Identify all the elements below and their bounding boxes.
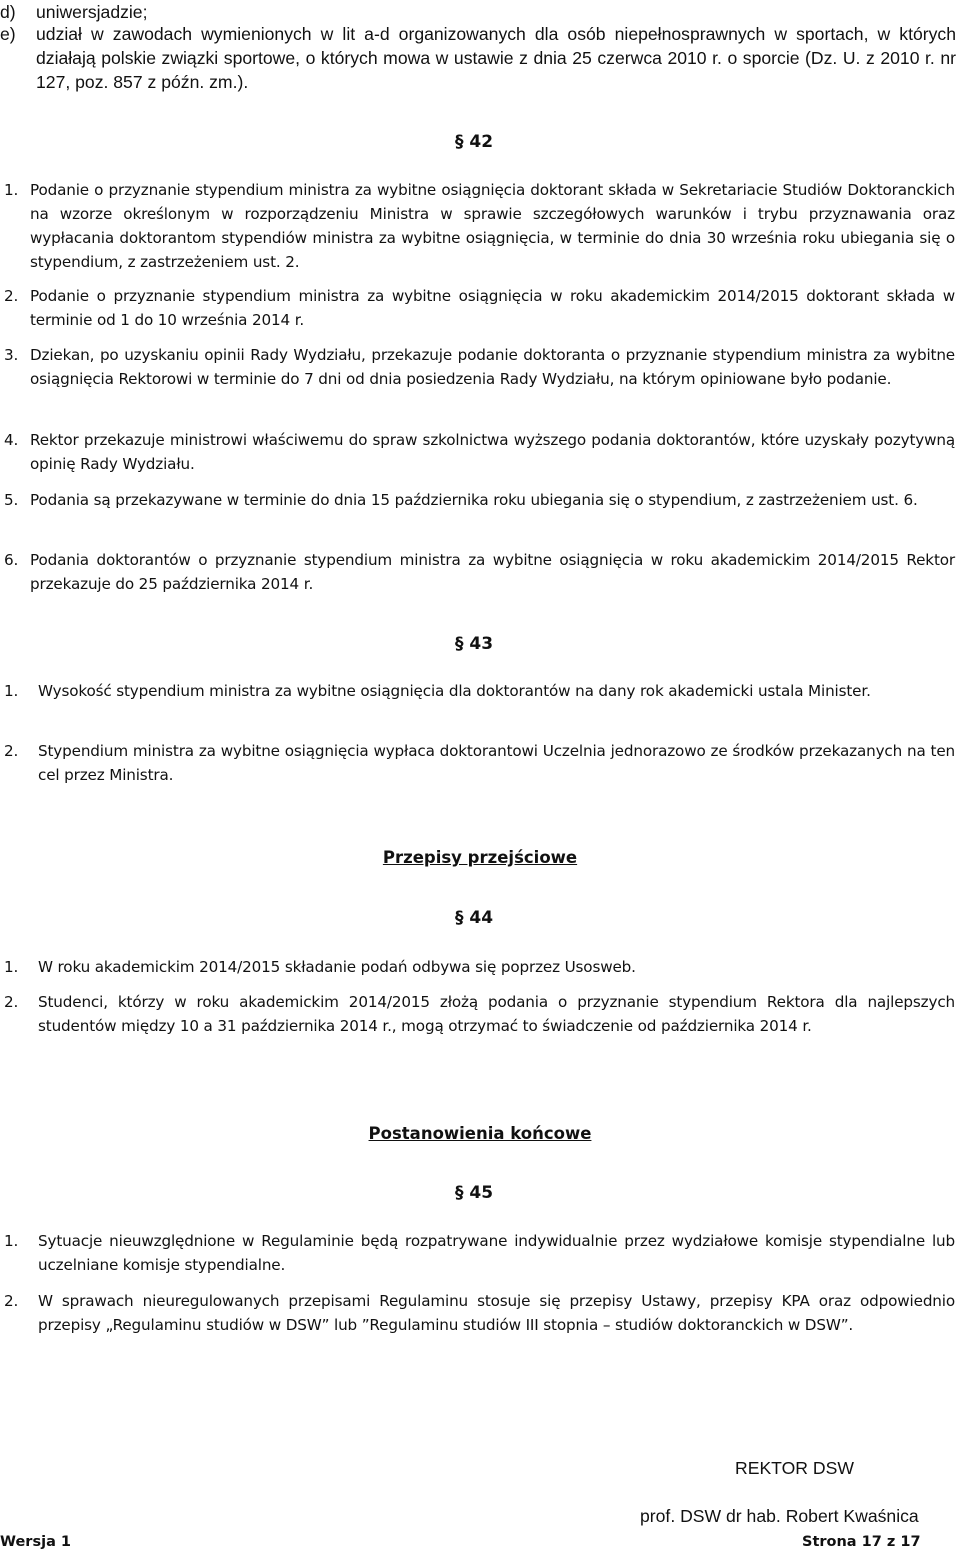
signature-name: prof. DSW dr hab. Robert Kwaśnica: [640, 1506, 919, 1526]
paragraph-number: 3.: [4, 346, 19, 364]
paragraph-42-2: Podanie o przyznanie stypendium ministra za wybitne osiągnięcia w roku akademickim 2014/2015 doktorant składa w terminie od 1 do 10 września 2014 r.: [30, 287, 955, 329]
paragraph-number: 2.: [4, 287, 19, 305]
paragraph-44-1: W roku akademickim 2014/2015 składanie podań odbywa się poprzez Usosweb.: [38, 958, 636, 976]
paragraph-42-6: Podania doktorantów o przyznanie stypendium ministra za wybitne osiągnięcia w roku akademickim 2014/2015 Rektor przekazuje do 25 października 2014 r.: [30, 551, 955, 593]
list-item-d: uniwersjadzie;: [36, 2, 148, 22]
heading-transitional: Przepisy przejściowe: [382, 848, 578, 867]
paragraph-45-1: Sytuacje nieuwzględnione w Regulaminie będą rozpatrywane indywidualnie przez wydziałowe komisje stypendialne lub uczelniane komisje stypendialne.: [38, 1232, 955, 1274]
paragraph-43-2: Stypendium ministra za wybitne osiągnięcia wypłaca doktorantowi Uczelnia jednorazowo ze środków przekazanych na ten cel przez Ministra.: [38, 742, 955, 784]
section-43-title: § 43: [455, 634, 494, 654]
signature-role: REKTOR DSW: [735, 1458, 854, 1478]
paragraph-number: 1.: [4, 958, 19, 976]
footer-page-number: Strona 17 z 17: [802, 1534, 921, 1550]
paragraph-number: 6.: [4, 551, 19, 569]
paragraph-number: 2.: [4, 1292, 19, 1310]
section-44-title: § 44: [455, 908, 494, 928]
list-label-d: d): [0, 2, 16, 22]
paragraph-42-5: Podania są przekazywane w terminie do dnia 15 października roku ubiegania się o stypendium, z zastrzeżeniem ust. 6.: [30, 491, 918, 509]
heading-final-provisions: Postanowienia końcowe: [368, 1124, 592, 1143]
paragraph-number: 1.: [4, 1232, 19, 1250]
footer-version: Wersja 1: [0, 1534, 71, 1550]
list-label-e: e): [0, 24, 16, 44]
paragraph-42-1: Podanie o przyznanie stypendium ministra za wybitne osiągnięcia doktorant składa w Sekretariacie Studiów Doktoranckich na wzorze określonym w rozporządzeniu Ministra w sprawie szczegółowych warunków i trybu przyznawania oraz wypłacania doktorantom stypendiów ministra za wybitne osiągnięcia, w terminie do dnia 30 września roku ubiegania się o stypendium, z zastrzeżeniem ust. 2.: [30, 181, 955, 271]
section-45-title: § 45: [455, 1183, 494, 1203]
paragraph-number: 2.: [4, 742, 19, 760]
paragraph-44-2: Studenci, którzy w roku akademickim 2014/2015 złożą podania o przyznanie stypendium Rektora dla najlepszych studentów między 10 a 31 października 2014 r., mogą otrzymać to świadczenie od października 2014 r.: [38, 993, 955, 1035]
paragraph-42-3: Dziekan, po uzyskaniu opinii Rady Wydziału, przekazuje podanie doktoranta o przyznanie stypendium ministra za wybitne osiągnięcia Rektorowi w terminie do 7 dni od dnia posiedzenia Rady Wydziału, na którym opiniowane było podanie.: [30, 346, 955, 388]
paragraph-42-4: Rektor przekazuje ministrowi właściwemu do spraw szkolnictwa wyższego podania doktorantów, które uzyskały pozytywną opinię Rady Wydziału.: [30, 431, 955, 473]
paragraph-45-2: W sprawach nieuregulowanych przepisami Regulaminu stosuje się przepisy Ustawy, przepisy KPA oraz odpowiednio przepisy „Regulaminu studiów w DSW” lub ”Regulaminu studiów III stopnia – studiów doktoranckich w DSW”.: [38, 1292, 955, 1334]
paragraph-43-1: Wysokość stypendium ministra za wybitne osiągnięcia dla doktorantów na dany rok akademicki ustala Minister.: [38, 682, 871, 700]
paragraph-number: 1.: [4, 682, 19, 700]
section-42-title: § 42: [455, 132, 494, 152]
paragraph-number: 2.: [4, 993, 19, 1011]
paragraph-number: 1.: [4, 181, 19, 199]
paragraph-number: 4.: [4, 431, 19, 449]
paragraph-number: 5.: [4, 491, 19, 509]
list-item-e: udział w zawodach wymienionych w lit a-d organizowanych dla osób niepełnosprawnych w sportach, w których działają polskie związki sportowe, o których mowa w ustawie z dnia 25 czerwca 2010 r. o sporcie (Dz. U. z 2010 r. nr 127, poz. 857 z późn. zm.).: [36, 24, 956, 92]
